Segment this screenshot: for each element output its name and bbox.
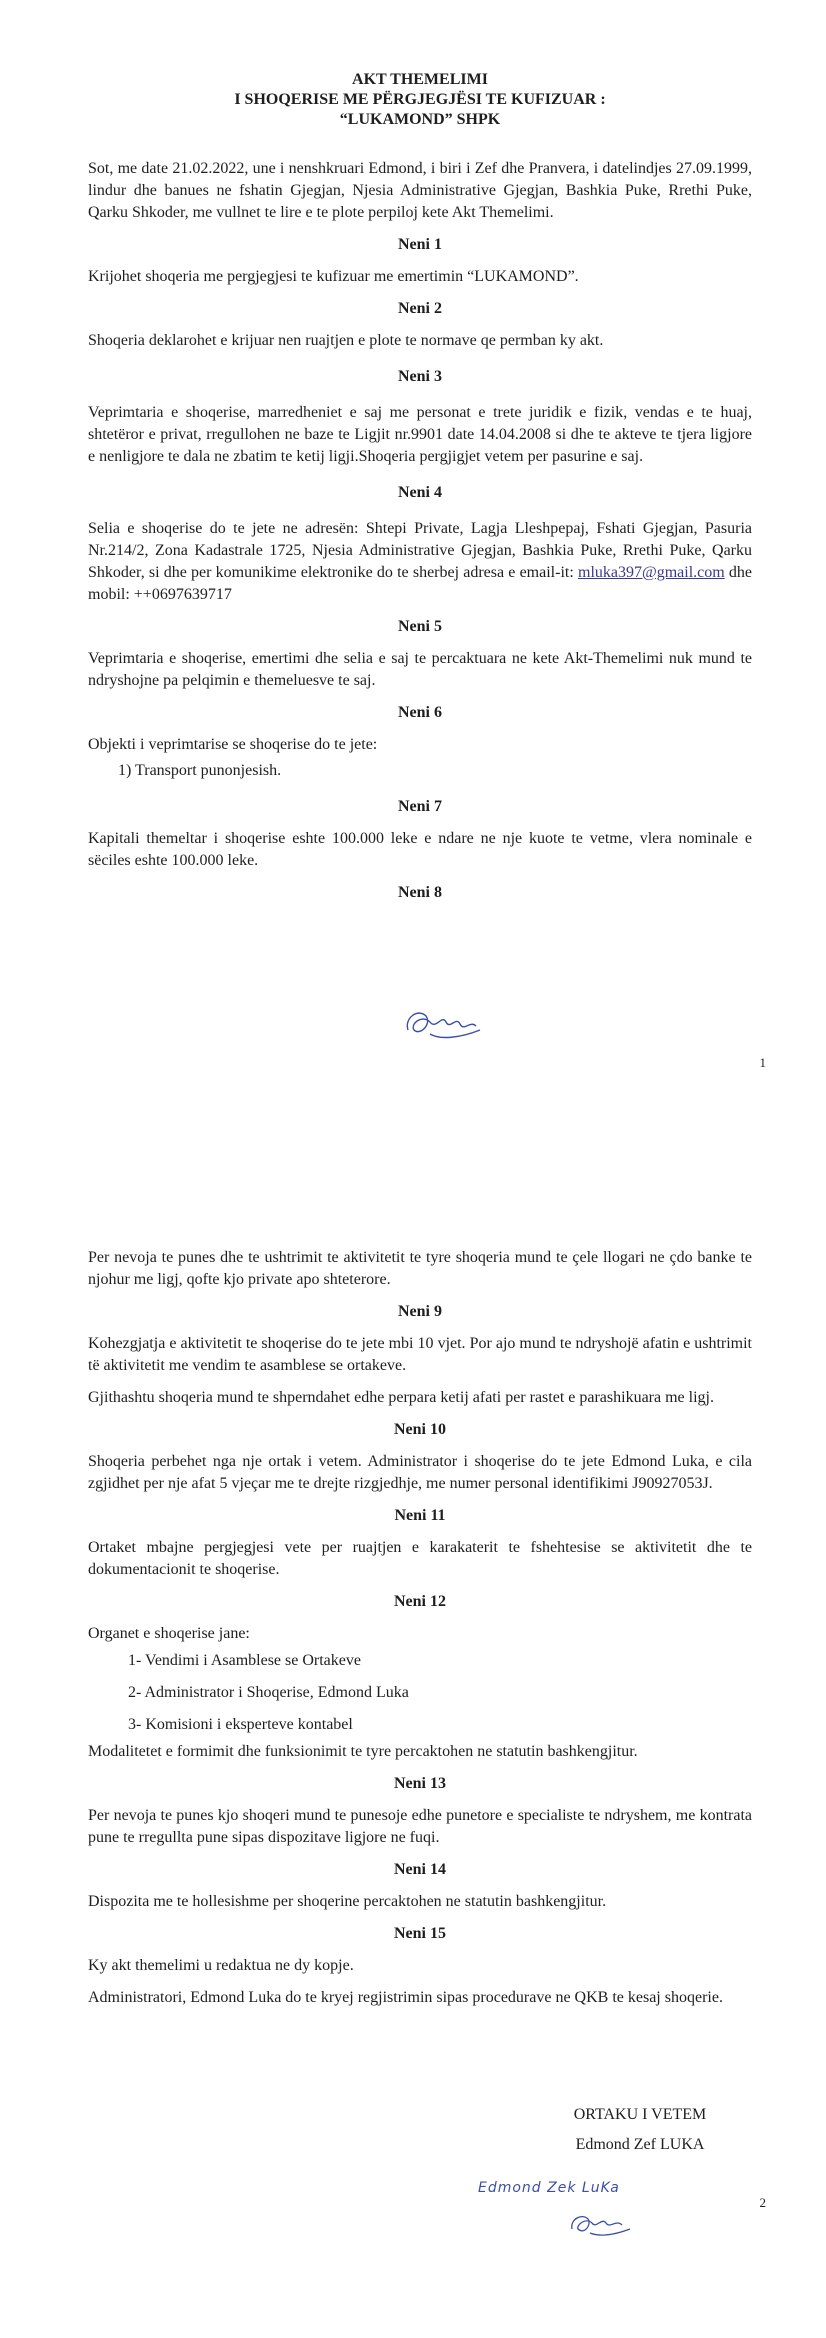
- neni-4-text: [88, 518, 752, 606]
- neni-6-text: Objekti i veprimtarise se shoqerise do te jete:: [88, 736, 378, 753]
- document-title-line-1: AKT THEMELIMI: [352, 71, 488, 88]
- neni-11-heading: Neni 11: [394, 1507, 446, 1524]
- neni-5-text: Veprimtaria e shoqerise, emertimi dhe selia e saj te percaktuara ne kete Akt-Themelimi nuk mund te ndryshojne pa pelqimin e themeluesve te saj.: [88, 650, 752, 689]
- neni-10-heading: Neni 10: [394, 1421, 446, 1438]
- page-1-content: [88, 70, 752, 904]
- neni-13-heading: Neni 13: [394, 1775, 446, 1792]
- neni-2-text: Shoqeria deklarohet e krijuar nen ruajtjen e plote te normave qe permban ky akt.: [88, 332, 604, 349]
- list-item: 1- Vendimi i Asamblese se Ortakeve: [128, 1652, 361, 1669]
- neni-15-text-2: Administratori, Edmond Luka do te kryej regjistrimin sipas procedurave ne QKB te kesaj shoqerie.: [88, 1989, 723, 2006]
- neni-14-heading: Neni 14: [394, 1861, 446, 1878]
- neni-3-text: Veprimtaria e shoqerise, marredheniet e saj me personat e trete juridik e fizik, vendas e te huaj, shtetëror e privat, rregullohen ne baze te Ligjit nr.9901 date 14.04.2008 si dhe te akteve te tjera ligjore e nenligjore te dala ne zbatim te ketij ligji.Shoqeria pergjigjet vetem per pasurine e saj.: [88, 404, 752, 465]
- neni-12-intro: Organet e shoqerise jane:: [88, 1625, 250, 1642]
- neni-12-heading: Neni 12: [394, 1593, 446, 1610]
- list-item: 1) Transport punonjesish.: [118, 762, 282, 779]
- page-number: 1: [759, 1055, 766, 1070]
- page-number: 2: [759, 2195, 766, 2210]
- page-1: [0, 0, 826, 1130]
- neni-6-list: [88, 756, 752, 786]
- neni-1-text: Krijohet shoqeria me pergjegjesi te kufizuar me emertimin “LUKAMOND”.: [88, 268, 579, 285]
- neni-8-heading: Neni 8: [398, 884, 442, 901]
- list-item: 3- Komisioni i eksperteve kontabel: [128, 1716, 353, 1733]
- handwritten-name: Edmond Zek LuKa: [478, 2180, 620, 2196]
- page-2-content: [88, 1247, 752, 2009]
- neni-14-text: Dispozita me te hollesishme per shoqerine percaktohen ne statutin bashkengjitur.: [88, 1893, 607, 1910]
- neni-2-heading: Neni 2: [398, 300, 442, 317]
- neni-10-text: Shoqeria perbehet nga nje ortak i vetem. Administrator i shoqerise do te jete Edmond Luka, e cila zgjidhet per nje afat 5 vjeçar me te drejte rizgjedhje, me numer personal identifikimi J90927053J.: [88, 1453, 752, 1492]
- neni-11-text: Ortaket mbajne pergjegjesi vete per ruajtjen e karakaterit te fshehtesise se aktivitetit dhe te dokumentacionit te shoqerise.: [88, 1539, 752, 1578]
- email-link[interactable]: mluka397@gmail.com: [578, 564, 725, 581]
- closing-name: Edmond Zef LUKA: [575, 2136, 705, 2153]
- page-2: [0, 1230, 826, 2338]
- neni-7-text: Kapitali themeltar i shoqerise eshte 100.000 leke e ndare ne nje kuote te vetme, vlera nominale e sëciles eshte 100.000 leke.: [88, 830, 752, 869]
- neni-8-text: Per nevoja te punes dhe te ushtrimit te aktivitetit te tyre shoqeria mund te çele llogari ne çdo banke te njohur me ligj, qofte kjo private apo shteterore.: [88, 1249, 752, 1288]
- closing-title: ORTAKU I VETEM: [573, 2106, 707, 2123]
- neni-9-heading: Neni 9: [398, 1303, 442, 1320]
- document-title-line-2: I SHOQERISE ME PËRGJEGJËSI TE KUFIZUAR :: [234, 91, 606, 108]
- neni-4-mobile: dhe mobil: ++0697639717: [88, 564, 753, 603]
- neni-6-heading: Neni 6: [398, 704, 442, 721]
- neni-5-heading: Neni 5: [398, 618, 442, 635]
- document-title-line-3: “LUKAMOND” SHPK: [339, 111, 501, 128]
- neni-4-heading: Neni 4: [398, 484, 442, 501]
- signature-icon: [566, 2205, 636, 2245]
- neni-12-text: Modalitetet e formimit dhe funksionimit te tyre percaktohen ne statutin bashkengjitur.: [88, 1743, 638, 1760]
- neni-1-heading: Neni 1: [398, 236, 442, 253]
- organs-list: [88, 1645, 752, 1741]
- neni-13-text: Per nevoja te punes kjo shoqeri mund te punesoje edhe punetore e specialiste te ndryshem, me kontrata pune te rregullta pune sipas dispozitave ligjore ne fuqi.: [88, 1807, 752, 1846]
- neni-9-text-1: Kohezgjatja e aktivitetit te shoqerise do te jete mbi 10 vjet. Por ajo mund te ndryshojë afatin e ushtrimit të aktivitetit me vendim te asamblese se ortakeve.: [88, 1335, 752, 1374]
- neni-3-heading: Neni 3: [398, 368, 442, 385]
- neni-7-heading: Neni 7: [398, 798, 442, 815]
- neni-15-text-1: Ky akt themelimi u redaktua ne dy kopje.: [88, 1957, 354, 1974]
- neni-15-heading: Neni 15: [394, 1925, 446, 1942]
- closing-block: [540, 2100, 740, 2160]
- neni-9-text-2: Gjithashtu shoqeria mund te shperndahet edhe perpara ketij afati per rastet e parashikuara me ligj.: [88, 1389, 714, 1406]
- neni-4-address: Selia e shoqerise do te jete ne adresën: Shtepi Private, Lagja Lleshpepaj, Fshati Gjegjan, Pasuria Nr.214/2, Zona Kadastrale 1725, Njesia Administrative Gjegjan, Bashkia Puke, Rrethi Puke, Qarku Shkoder, si dhe per komunikime elektronike do te sherbej adresa e email-it:: [88, 520, 752, 581]
- signature-icon: [400, 1000, 490, 1050]
- intro-paragraph: Sot, me date 21.02.2022, une i nenshkruari Edmond, i biri i Zef dhe Pranvera, i datelindjes 27.09.1999, lindur dhe banues ne fshatin Gjegjan, Njesia Administrative Gjegjan, Bashkia Puke, Rrethi Puke, Qarku Shkoder, me vullnet te lire e te plote perpiloj kete Akt Themelimi.: [88, 160, 752, 221]
- list-item: 2- Administrator i Shoqerise, Edmond Luka: [128, 1684, 409, 1701]
